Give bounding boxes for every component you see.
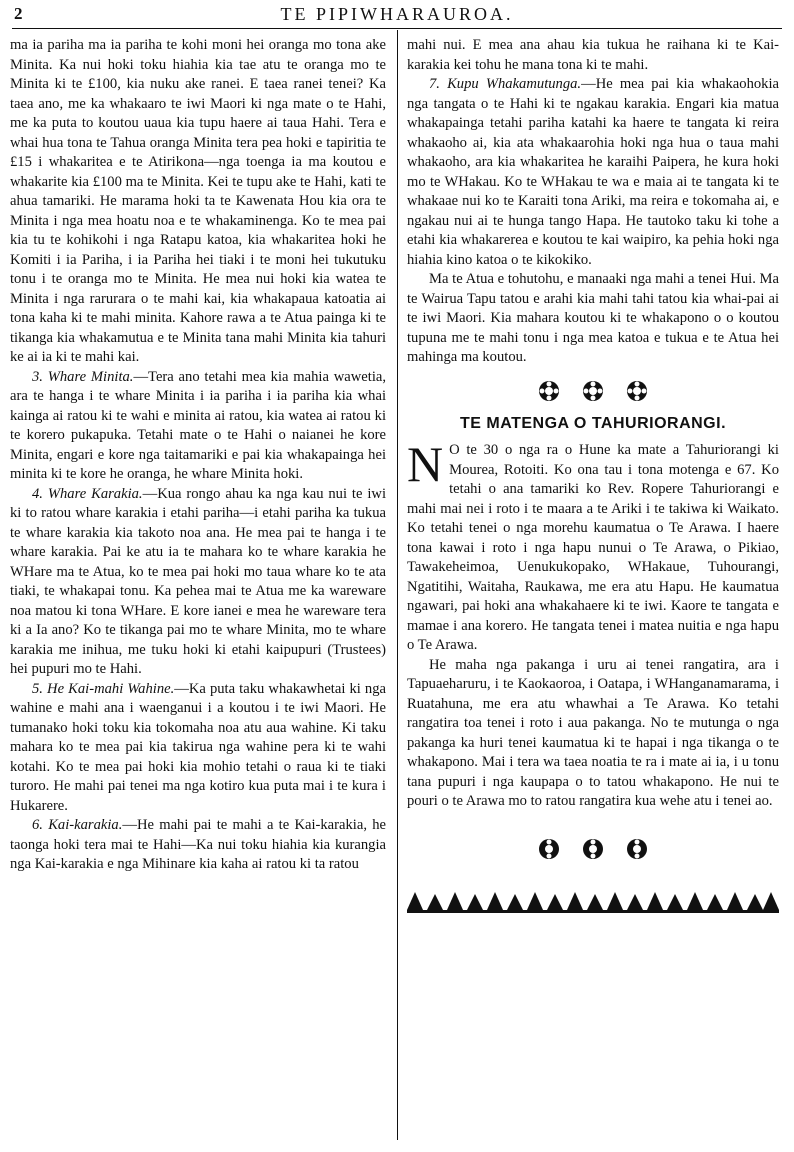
ornament-row-2 <box>407 838 779 860</box>
right-column <box>407 36 779 920</box>
section-kai-mahi-wahine <box>10 680 386 817</box>
section-heading: 4. Whare Karakia. <box>32 485 143 502</box>
column-divider <box>397 30 398 1140</box>
section-kupu-whakamutunga <box>407 75 779 270</box>
obituary-paragraph-2: He maha nga pakanga i uru ai tenei rangatira, ara i Tapuaeharuru, i te Kaokaoroa, i Oatapa, i WHanganamarama, i Ruatahuna, me era atu whawhai a Te Arawa. Ko tetahi rangatira toa tenei i roto i aua pakanga. No te mutunga o nga pakanga ka huri tenei kaumatua ki te hapai i nga tikanga o te whakapono. Mai i tera wa taea noatia te ra i mate ai ia, i u tonu tana pupuri i nga kaupapa o to tatou whakapono. He nui te pouri o te Arawa mo to ratou rangatira kua wehe atu i tenei ao. <box>407 656 779 809</box>
page-header <box>12 2 782 28</box>
left-column <box>10 36 386 875</box>
paragraph-continued: mahi nui. E mea ana ahau kia tukua he raihana ki te Kai-karakia kei tohu he mana tona ki te mahi. <box>407 37 779 73</box>
section-kai-karakia <box>10 816 386 875</box>
section-whare-minita <box>10 368 386 485</box>
section-text: —He mahi pai te mahi a te Kai-karakia, he taonga hoki tera mai te Hahi—Ka nui toku hiahia kia kurangia nga Kai-karakia e nga Mihinare kia kaha ai ratou ki ta ratou <box>10 817 386 872</box>
section-text: —He mea pai kia whakaohokia nga tangata o te Hahi ki te ngakau karakia. Engari kia matua whakapainga tetahi pariha katahi ka haere te tangata ki reira whakaoho ai, kia ata whakaarohia hoki nga hua o taua mahi whakaoho, ara kia whakaritea he karaihi Paipera, he kura hoki mo te WHakau. Ko te WHakau te wa e maia ai te tangata ki te whakaae nui ko te Karaiti tona Ariki, ma reira e tokomaha ai, e ngakau nui ai te hunga tango Hapa. He tautoko taku ki tohe a etahi kia whakarerea e koutou te kai waipiro, ka pehia hoki nga hiahia kino katoa o te kikokiko. <box>407 76 779 268</box>
section-text: —Ka puta taku whakawhetai ki nga wahine e mahi ana i waenganui i a koutou i te iwi Maori. He tumanako hoki toku kia tokomaha noa atu aua wahine. Ki taku mahara ko te mea pai kia takirua nga wahine pera ki te wahi kotahi. Ko te mea pai hoki kia mohio tetahi o raua ki te tiaki turoro. He mahi pai tenei ma nga kotiro kua puta mai i te kura i Hukarere. <box>10 680 386 814</box>
section-text: —Tera ano tetahi mea kia mahia wawetia, ara te hanga i te whare Minita i ia pariha i ia pariha kia whai kainga ai ratou ki te wahi e minita ai ratou, kia watea ai ratou ki te korero pukapuka. Tetahi mate o te Hahi o naianei he kore Minita, engari e kore nga taitamariki e pai kia whakapainga hei minita ki te kore he oranga, he whare Minita hoki. <box>10 368 387 482</box>
flower-ornament-icon <box>582 380 604 402</box>
section-text: —Kua rongo ahau ka nga kau nui te iwi ki to ratou whare karakia i etahi pariha—i etahi pariha ka tukua te whare karakia kia takoto noa ana. He mea pai te hanga i te whare karakia. Pai ke atu ia te mahara ko te whare karakia he WHare ma te Atua, ko te mea pai hoki mo taua whare ko te ata tiaki, te whakapai tonu. Ka pehea mai te Atua me ka wareware noa matou ki tona WHare. E kore ianei e mea he wareware tera ki a Ia ano? Ko te tikanga pai mo te whare Minita, mo te whare karakia me inihua, me tuku hoki ki etahi kaipupuri (Trustees) hei pupuri mo te Hahi. <box>10 485 387 677</box>
running-title: TE PIPIWHARAUROA. <box>280 4 514 24</box>
section-heading: 5. He Kai-mahi Wahine. <box>32 680 175 697</box>
obituary-title: TE MATENGA O TAHURIORANGI. <box>459 414 727 432</box>
flower-ornament-icon <box>582 838 604 860</box>
obituary-text: O te 30 o nga ra o Hune ka mate a Tahuriorangi ki Mourea, Rotoiti. Ko ona tau i tona motenga e 67. Ko tetahi o ana tamariki ko Rev. Ropere Tahuriorangi e mahi mai nei i roto i te maara a te Ariki i te takiwa ki Waikato. Ko tetahi tenei o nga morehu kaumatua o Te Arawa. I haere tona kawai i roto i nga hapu nunui o Te Arawa, o Pikiao, Tawakeheimoa, Uenukukopako, WHakaue, Tuhourangi, Ngatitihi, Waitaha, Raukawa, me era atu Hapu. He kaumatua ngawari, pai hoki ana whakahaere ki te iwi. Kaore te tangata e mamae i ana korero. He tangata tenei i matea nuitia e nga hapu o Te Arawa. <box>407 442 779 653</box>
ornament-row <box>407 380 779 402</box>
section-whare-karakia <box>10 485 386 680</box>
section-heading: 3. Whare Minita. <box>32 368 134 385</box>
drop-cap: N <box>407 436 444 492</box>
section-heading: 7. Kupu Whakamutunga. <box>429 76 582 92</box>
flower-ornament-icon <box>626 838 648 860</box>
flower-ornament-icon <box>538 838 560 860</box>
closing-paragraph: Ma te Atua e tohutohu, e manaaki nga mahi a tenei Hui. Ma te Wairua Tapu tatou e arahi kia mahi tahi tatou kia whai-pai ai te iwi Maori. Kia mahara koutou ki te whakapono o o koutou tupuna me te mahi tonu i nga mea katoa e tukua e te Atua hei mahinga ma koutou. <box>407 271 779 365</box>
header-rule <box>12 28 782 29</box>
flower-ornament-icon <box>626 380 648 402</box>
paragraph-continued: ma ia pariha ma ia pariha te kohi moni hei oranga mo tona ake Minita. Ka nui hoki toku hiahia kia tae atu te oranga mo te Minita ki te £100, kia nuku ake ranei. E taea ranei tenei? Ka taea ano, me ka whakaaro te iwi Maori ki nga mate o te Hahi, me ka puta to koutou uaua kia tupu haere ai taua Hahi. Tera e whai hua tona te Tahua oranga Minita tera pea hoki e tapiritia te £15 i whakaritea e te Atirikona—nga toenga ia ma koutou e whakarite kia £100 ma te Minita. Kei te tupu ake te Hahi, kati te ahua tamariki. He marama hoki ta te Kawenata Hou kia ora te Minita i nga mea hoatu noa e te whakaminenga. Ko te mea pai kia tu te kohikohi i nga Ratapu katoa, kia whakaritea hoki he Komiti i ia Pariha, i ia Pariha hei tiaki i te moni hei tukutuku tonu i te oranga mo te Minita. He mea nui hoki kia watea te Minita i nga rarurara o te mahi kai, kia whakapaua katoatia ai tona kaha ki te mahi minita. Kahore rawa a te Atua painga ki te tikanga kia whakamutua e te Minita tana mahi Minita kia tahuri ke ai ia ki te mahi kai. <box>10 37 386 365</box>
section-heading: 6. Kai-karakia. <box>32 817 123 833</box>
decorative-border-band <box>407 888 779 914</box>
flower-ornament-icon <box>538 380 560 402</box>
page-number: 2 <box>14 4 23 23</box>
obituary-paragraph <box>407 436 779 656</box>
